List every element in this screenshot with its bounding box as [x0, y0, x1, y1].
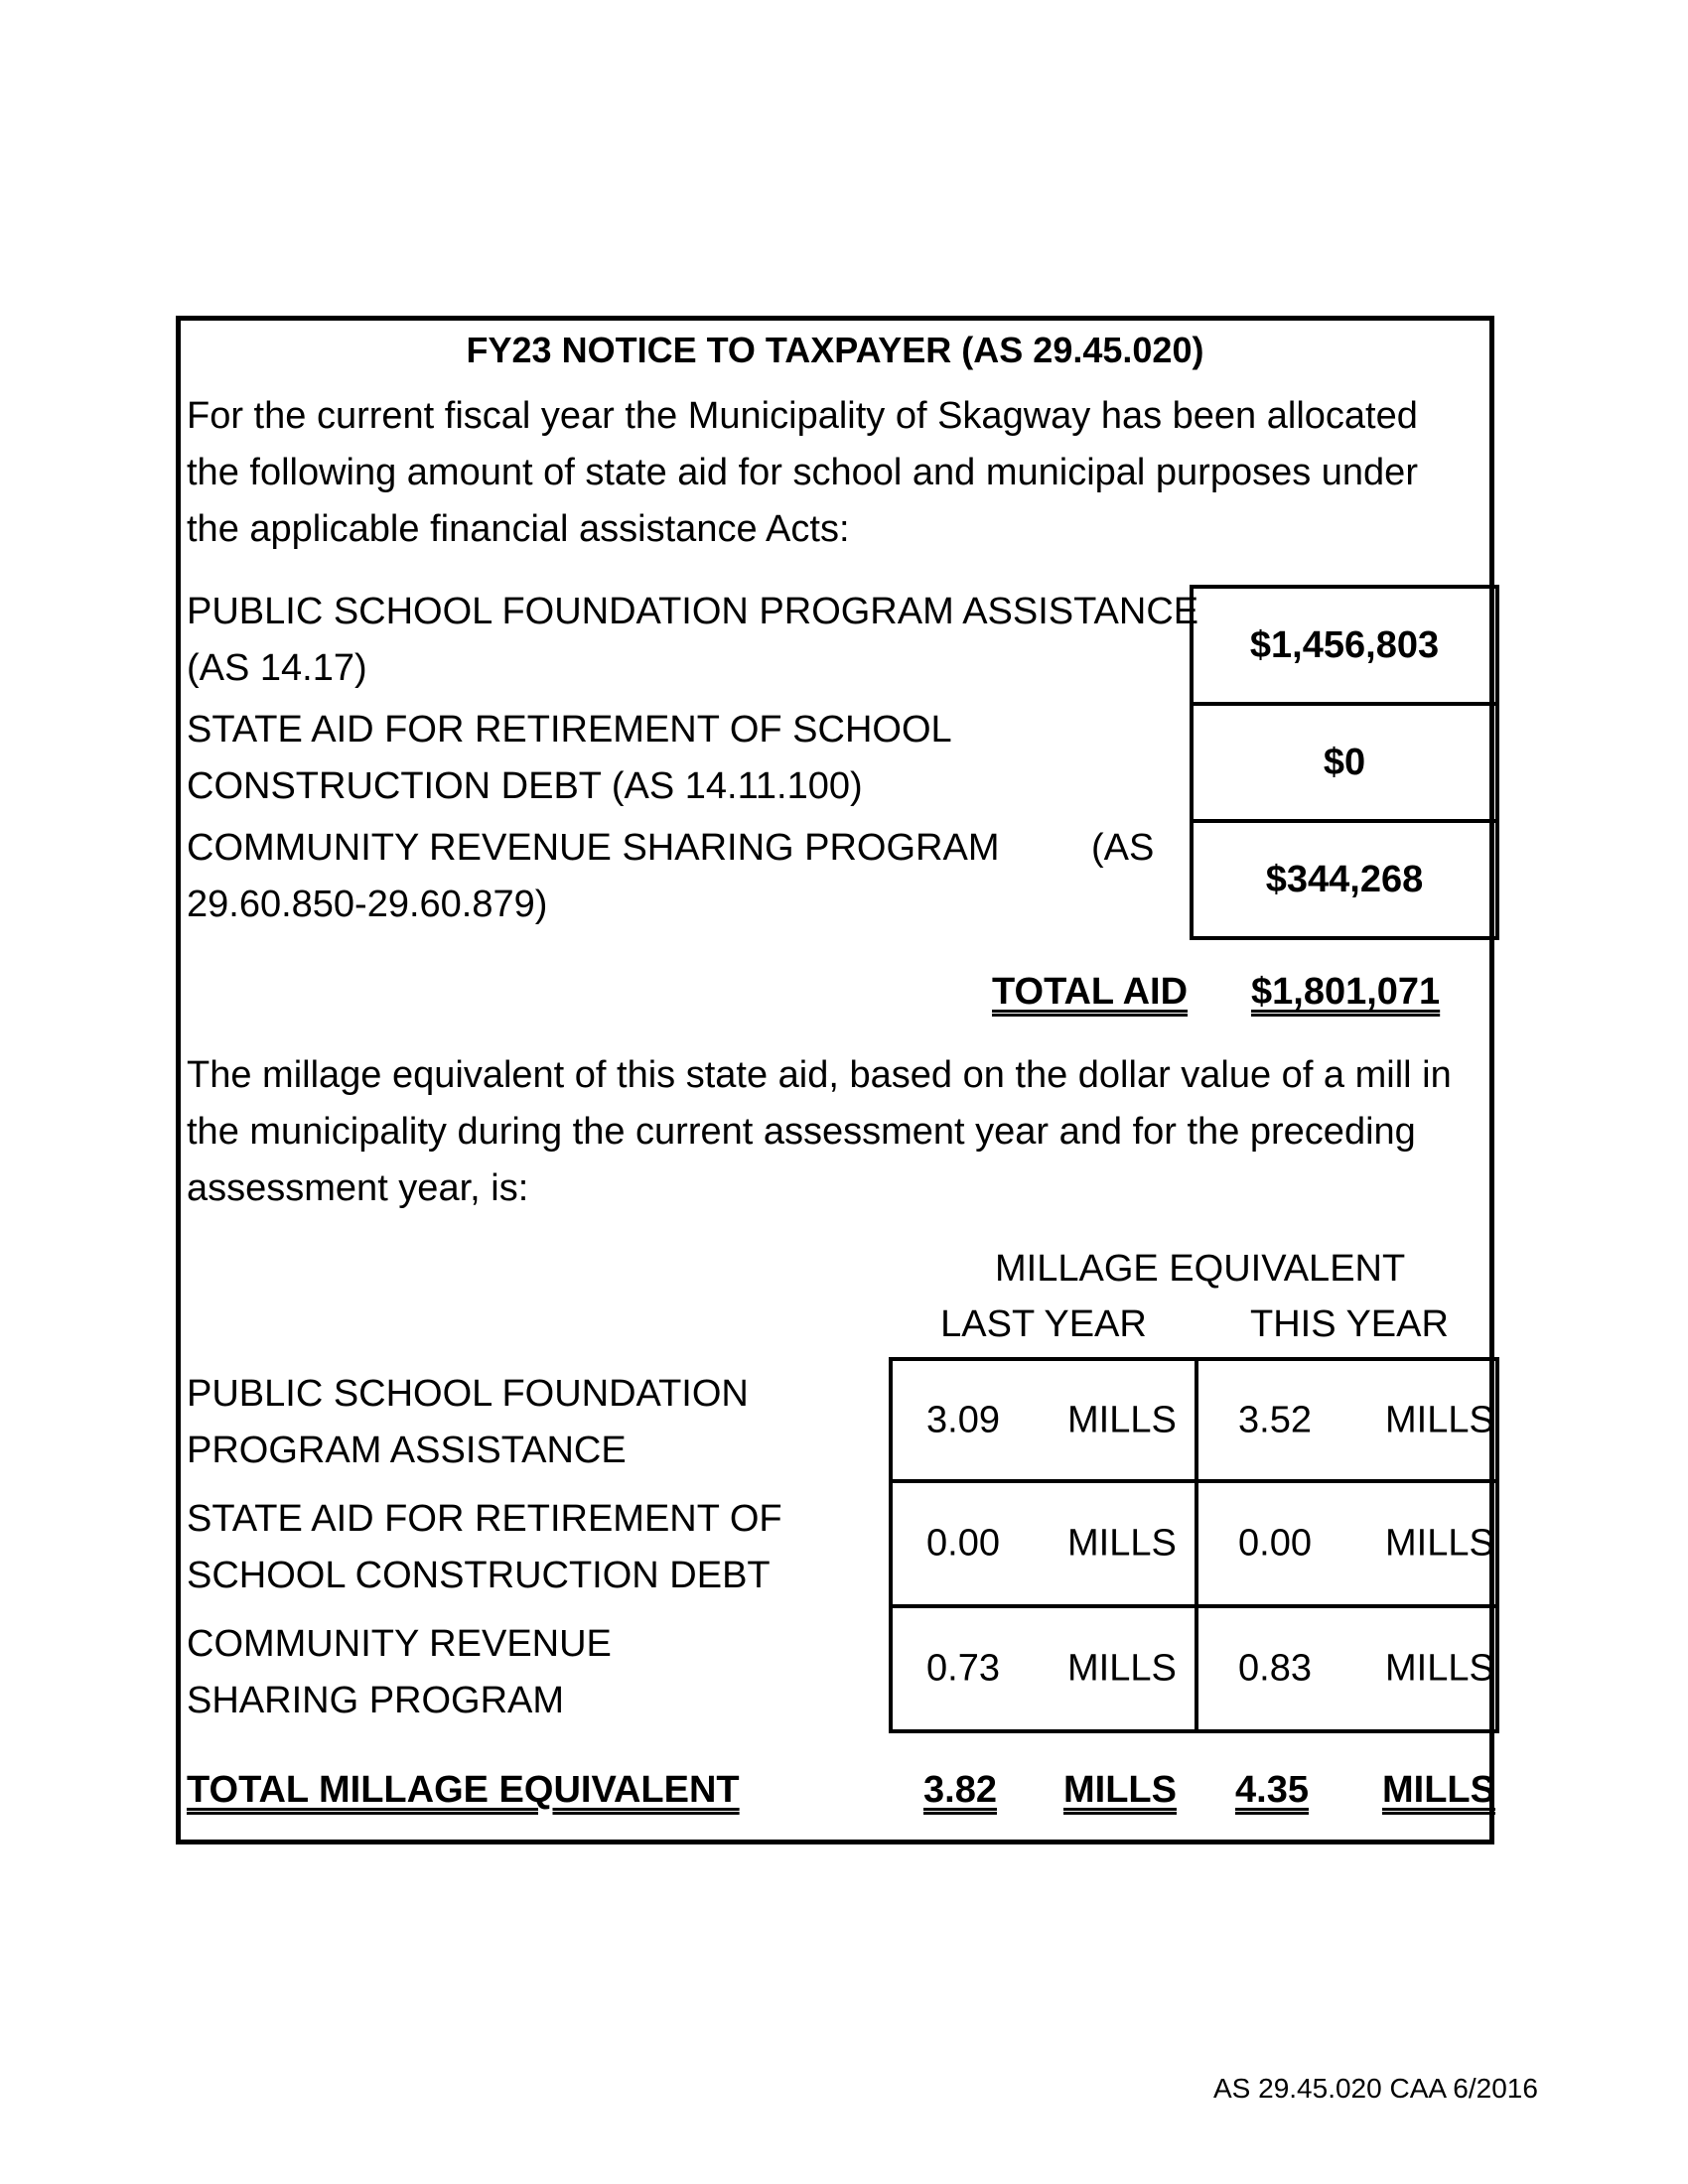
aid-label-school-debt: STATE AID FOR RETIREMENT OF SCHOOL CONSTRUCTION DEBT (AS 14.11.100)	[187, 709, 952, 807]
aid-amount-school-foundation: $1,456,803	[1190, 585, 1499, 706]
total-millage-last-unit: MILLS	[1063, 1769, 1177, 1811]
notice-frame	[176, 316, 1494, 1844]
millage-label-revenue-sharing: COMMUNITY REVENUE SHARING PROGRAM	[187, 1623, 612, 1721]
millage-header: MILLAGE EQUIVALENT	[995, 1248, 1406, 1290]
aid-label-revenue-sharing: COMMUNITY REVENUE SHARING PROGRAM (AS 29.60.850-29.60.879)	[187, 827, 1155, 925]
millage-this-revenue-sharing: 0.83 MILLS	[1195, 1604, 1499, 1733]
intro-paragraph: For the current fiscal year the Municipality of Skagway has been allocated the following amount of state aid for school and municipal purposes under the applicable financial assistance Acts:	[187, 395, 1418, 550]
total-millage-this: 4.35	[1235, 1769, 1309, 1811]
aid-label-school-foundation: PUBLIC SCHOOL FOUNDATION PROGRAM ASSISTANCE (AS 14.17)	[187, 591, 1199, 689]
footer-reference: AS 29.45.020 CAA 6/2016	[1213, 2073, 1538, 2104]
millage-label-school-foundation: PUBLIC SCHOOL FOUNDATION PROGRAM ASSISTANCE	[187, 1373, 749, 1471]
aid-amount-revenue-sharing: $344,268	[1190, 819, 1499, 940]
total-aid-label: TOTAL AID	[992, 971, 1189, 1013]
notice-title: FY23 NOTICE TO TAXPAYER (AS 29.45.020)	[466, 330, 1204, 370]
millage-last-school-foundation: 3.09 MILLS	[889, 1357, 1198, 1483]
millage-this-school-debt: 0.00 MILLS	[1195, 1479, 1499, 1608]
total-aid-amount: $1,801,071	[1251, 971, 1441, 1013]
millage-this-school-foundation: 3.52 MILLS	[1195, 1357, 1499, 1483]
total-millage-last: 3.82	[923, 1769, 997, 1811]
aid-amount-school-debt: $0	[1190, 702, 1499, 823]
total-millage-this-unit: MILLS	[1382, 1769, 1495, 1811]
millage-intro-paragraph: The millage equivalent of this state aid, based on the dollar value of a mill in the municipality during the current assessment year and for the preceding assessment year, is:	[187, 1054, 1452, 1209]
total-millage-label: TOTAL MILLAGE EQUIVALENT	[187, 1769, 740, 1811]
millage-last-revenue-sharing: 0.73 MILLS	[889, 1604, 1198, 1733]
millage-label-school-debt: STATE AID FOR RETIREMENT OF SCHOOL CONSTRUCTION DEBT	[187, 1498, 782, 1596]
col-header-last-year: LAST YEAR	[940, 1303, 1147, 1345]
col-header-this-year: THIS YEAR	[1250, 1303, 1449, 1345]
millage-last-school-debt: 0.00 MILLS	[889, 1479, 1198, 1608]
